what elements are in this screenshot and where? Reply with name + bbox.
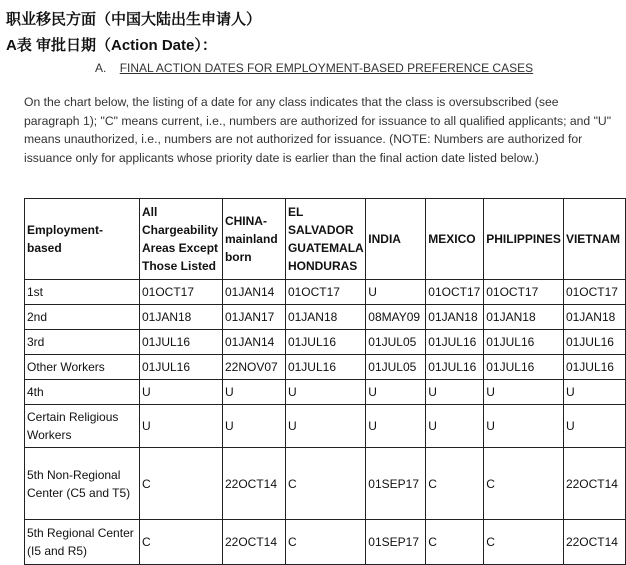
header-vietnam: VIETNAM bbox=[563, 199, 625, 280]
table-cell: 01SEP17 bbox=[366, 448, 426, 520]
table-cell: U bbox=[222, 405, 285, 448]
table-row bbox=[25, 305, 626, 330]
table-cell: 01JUL16 bbox=[139, 355, 222, 380]
table-cell: C bbox=[285, 520, 365, 565]
table-cell: C bbox=[139, 448, 222, 520]
table-cell: 22OCT14 bbox=[222, 448, 285, 520]
table-cell: U bbox=[366, 280, 426, 305]
section-title bbox=[95, 61, 533, 75]
header-philippines: PHILIPPINES bbox=[484, 199, 564, 280]
table-cell: 01OCT17 bbox=[285, 280, 365, 305]
table-cell: U bbox=[139, 380, 222, 405]
row-label: Other Workers bbox=[25, 355, 140, 380]
header-india: INDIA bbox=[366, 199, 426, 280]
table-cell: 22OCT14 bbox=[222, 520, 285, 565]
row-label: 5th Non-Regional Center (C5 and T5) bbox=[25, 448, 140, 520]
table-cell: U bbox=[484, 380, 564, 405]
table-row bbox=[25, 448, 626, 520]
final-action-dates-table bbox=[24, 198, 626, 565]
table-cell: U bbox=[222, 380, 285, 405]
table-cell: U bbox=[426, 405, 484, 448]
header-employment-based: Employment-based bbox=[25, 199, 140, 280]
row-label: 4th bbox=[25, 380, 140, 405]
table-cell: 01JUL16 bbox=[426, 330, 484, 355]
table-cell: U bbox=[366, 405, 426, 448]
row-label: 5th Regional Center (I5 and R5) bbox=[25, 520, 140, 565]
table-cell: U bbox=[563, 380, 625, 405]
table-cell: 01JAN14 bbox=[222, 280, 285, 305]
table-cell: U bbox=[426, 380, 484, 405]
table-cell: 22NOV07 bbox=[222, 355, 285, 380]
table-cell: 22OCT14 bbox=[563, 448, 625, 520]
table-cell: 01JUL16 bbox=[139, 330, 222, 355]
table-cell: C bbox=[426, 448, 484, 520]
table-cell: 01OCT17 bbox=[563, 280, 625, 305]
table-cell: 01JUL05 bbox=[366, 330, 426, 355]
table-row bbox=[25, 520, 626, 565]
table-cell: 01JUL05 bbox=[366, 355, 426, 380]
table-cell: U bbox=[139, 405, 222, 448]
table-cell: 01JAN17 bbox=[222, 305, 285, 330]
header-mexico: MEXICO bbox=[426, 199, 484, 280]
table-cell: 01JAN18 bbox=[484, 305, 564, 330]
table-cell: U bbox=[285, 405, 365, 448]
section-title-text: FINAL ACTION DATES FOR EMPLOYMENT-BASED PREFERENCE CASES bbox=[119, 61, 534, 75]
row-label: 1st bbox=[25, 280, 140, 305]
table-cell: 01JUL16 bbox=[285, 355, 365, 380]
table-cell: 01JAN18 bbox=[563, 305, 625, 330]
table-cell: C bbox=[484, 448, 564, 520]
table-subheading: A表 审批日期（Action Date）： bbox=[6, 37, 217, 54]
table-cell: 01JUL16 bbox=[563, 330, 625, 355]
row-label: 3rd bbox=[25, 330, 140, 355]
table-header-row bbox=[25, 199, 626, 280]
section-letter: A. bbox=[95, 61, 107, 75]
table-cell: C bbox=[426, 520, 484, 565]
table-cell: 01OCT17 bbox=[426, 280, 484, 305]
table-row bbox=[25, 330, 626, 355]
table-row bbox=[25, 355, 626, 380]
table-cell: C bbox=[484, 520, 564, 565]
table-cell: C bbox=[139, 520, 222, 565]
table-cell: 22OCT14 bbox=[563, 520, 625, 565]
row-label: 2nd bbox=[25, 305, 140, 330]
table-row bbox=[25, 280, 626, 305]
intro-paragraph: On the chart below, the listing of a date for any class indicates that the class is oversubscribed (see paragraph 1); "C" means current, i.e., numbers are authorized for issuance to all qualified applicants; and "U" means unauthorized, i.e., numbers are not authorized for issuance. (NOTE: Numbers are authorized for issuance only for applicants whose priority date is earlier than the final action date listed below.) bbox=[24, 95, 612, 165]
table-cell: U bbox=[484, 405, 564, 448]
chinese-heading: 职业移民方面（中国大陆出生申请人） bbox=[6, 11, 262, 28]
table-row bbox=[25, 405, 626, 448]
header-el-salvador: EL SALVADOR GUATEMALA HONDURAS bbox=[285, 199, 365, 280]
table-cell: 01JUL16 bbox=[484, 355, 564, 380]
table-cell: U bbox=[563, 405, 625, 448]
table-cell: 01OCT17 bbox=[484, 280, 564, 305]
table-cell: 01JUL16 bbox=[285, 330, 365, 355]
table-cell: 01JAN18 bbox=[139, 305, 222, 330]
row-label: Certain Religious Workers bbox=[25, 405, 140, 448]
table-cell: 01JUL16 bbox=[426, 355, 484, 380]
table-cell: 01OCT17 bbox=[139, 280, 222, 305]
table-cell: 08MAY09 bbox=[366, 305, 426, 330]
table-cell: 01JUL16 bbox=[563, 355, 625, 380]
table-cell: 01JAN18 bbox=[426, 305, 484, 330]
table-cell: U bbox=[366, 380, 426, 405]
table-cell: 01SEP17 bbox=[366, 520, 426, 565]
header-china: CHINA-mainland born bbox=[222, 199, 285, 280]
table-cell: U bbox=[285, 380, 365, 405]
table-cell: C bbox=[285, 448, 365, 520]
table-cell: 01JAN18 bbox=[285, 305, 365, 330]
header-all-chargeability: All Chargeability Areas Except Those Listed bbox=[139, 199, 222, 280]
table-cell: 01JUL16 bbox=[484, 330, 564, 355]
table-row bbox=[25, 380, 626, 405]
table-cell: 01JAN14 bbox=[222, 330, 285, 355]
